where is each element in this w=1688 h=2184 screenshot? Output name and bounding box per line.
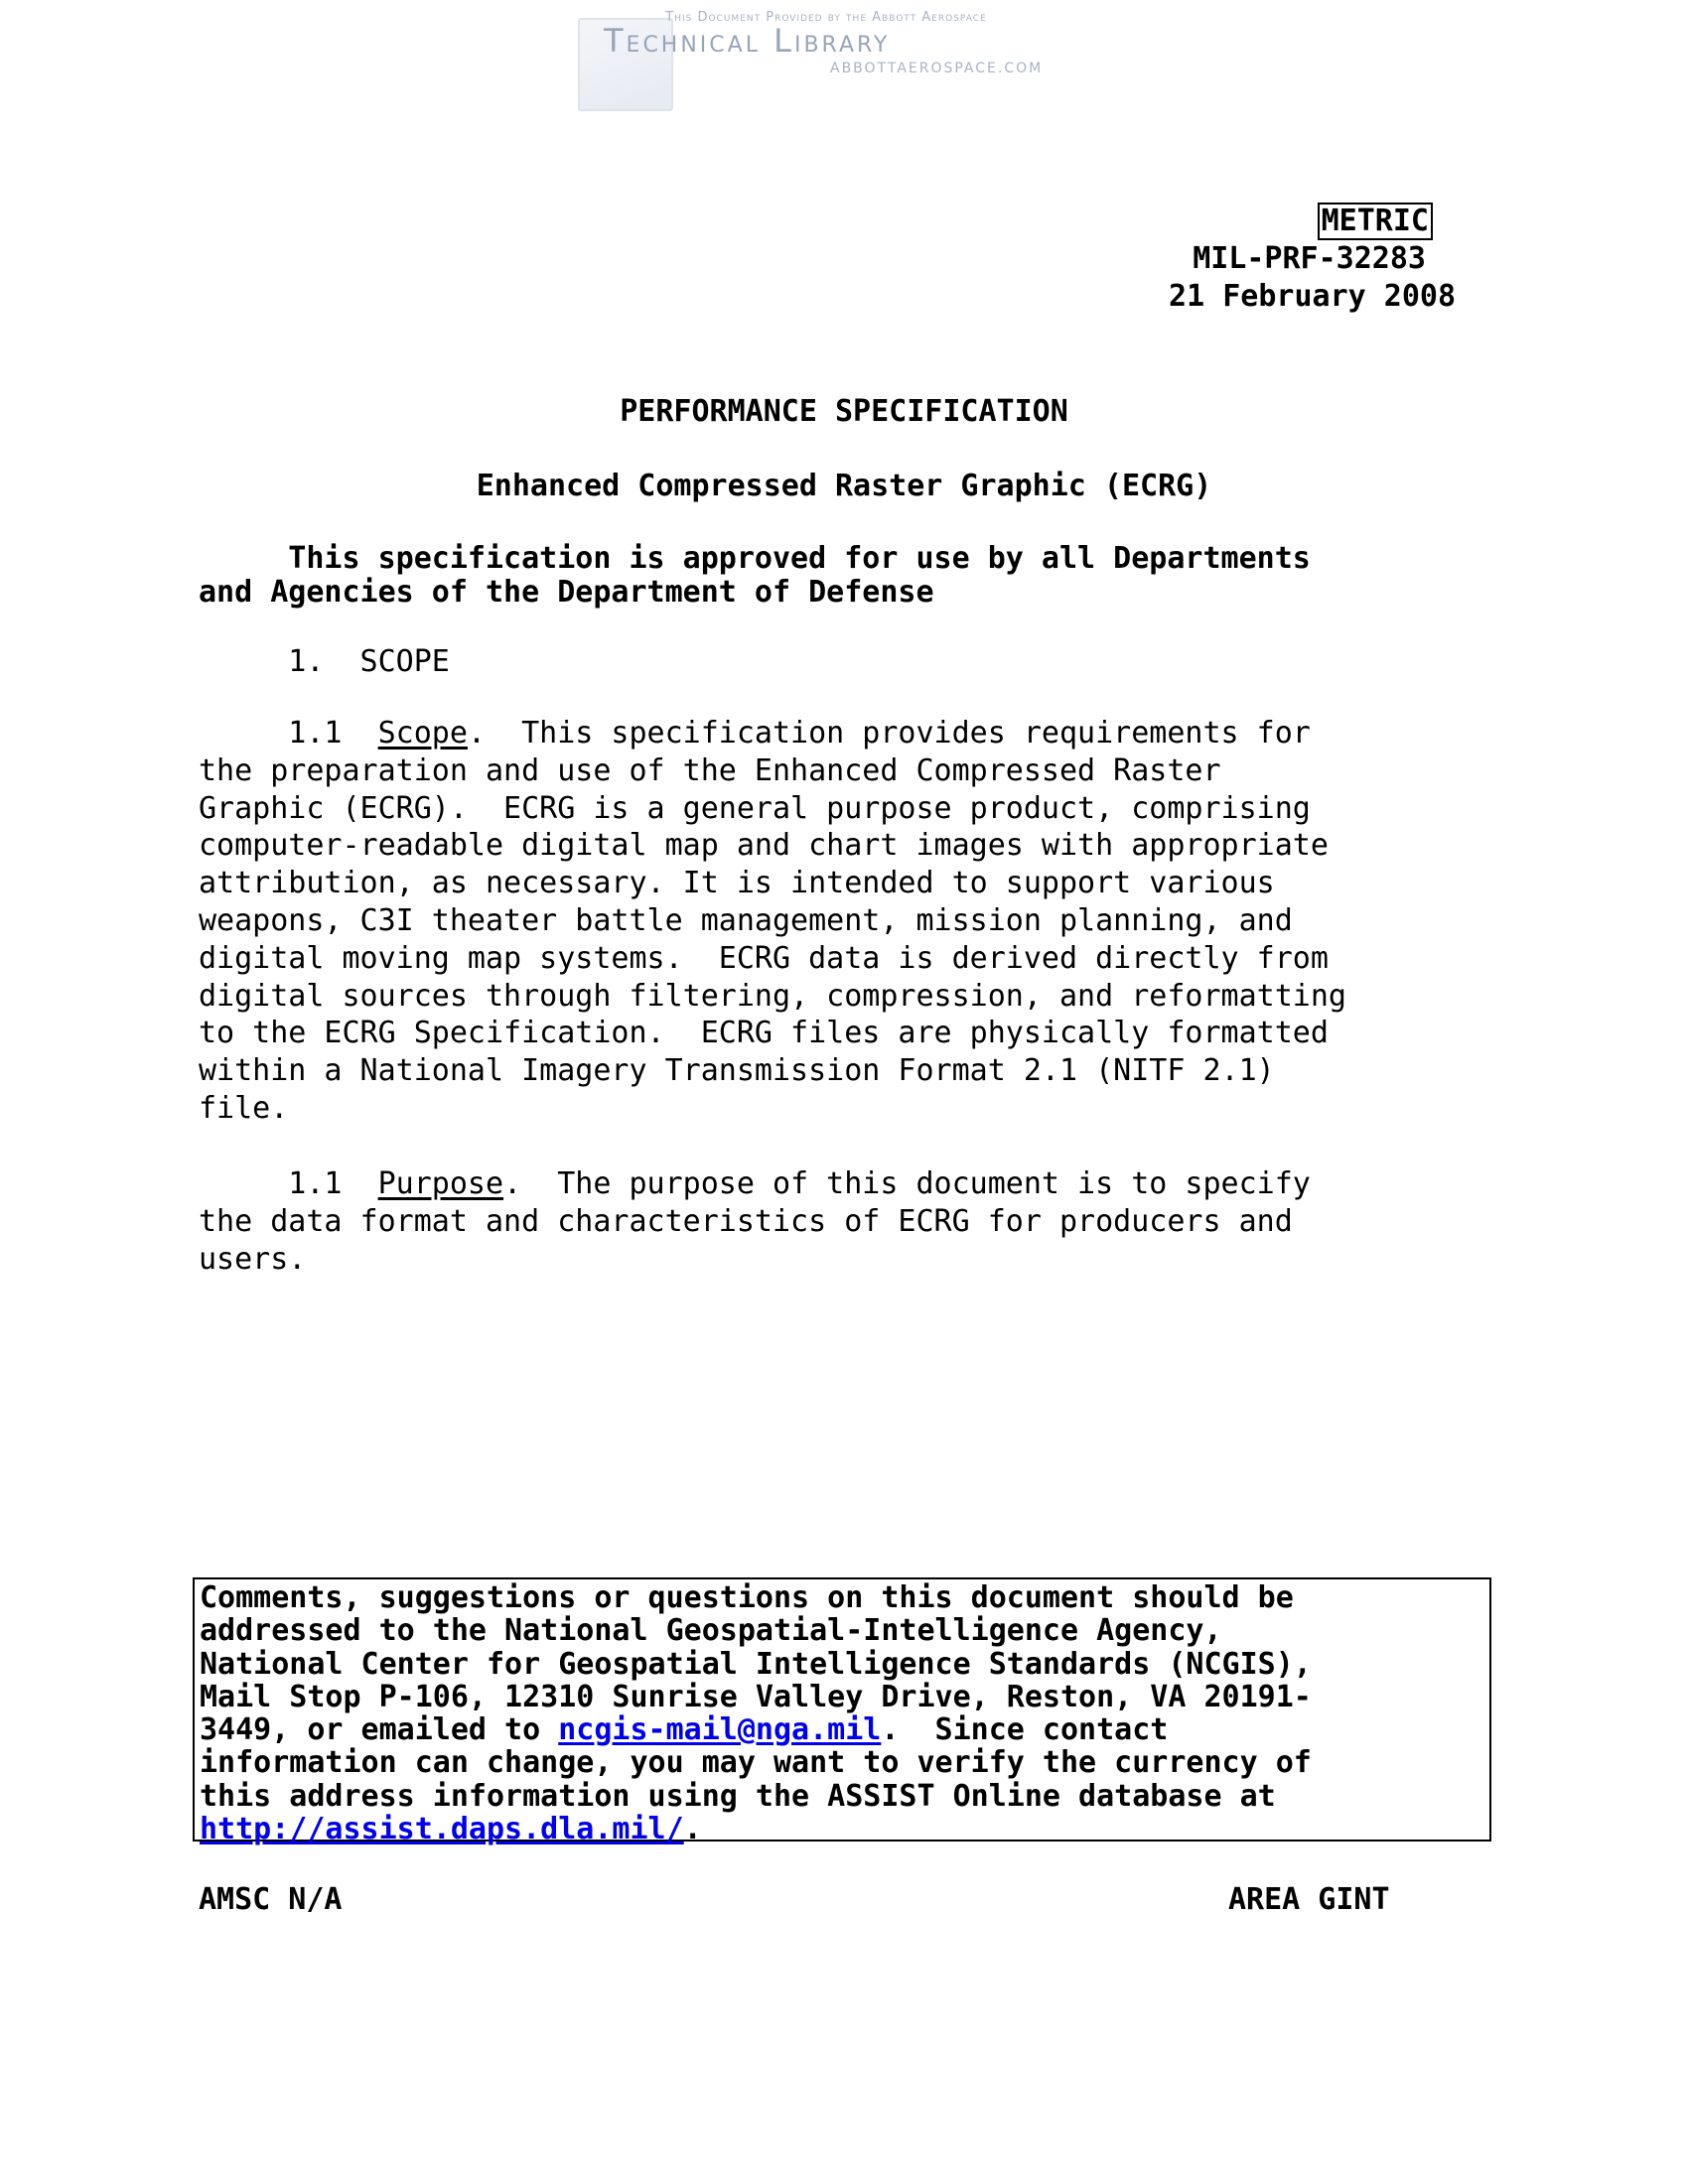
comments-line: addressed to the National Geospatial-Intelligence Agency,	[200, 1613, 1222, 1649]
spec-date: 21 February 2008	[1169, 279, 1456, 314]
paragraph-line: digital moving map systems. ECRG data is derived directly from	[199, 940, 1329, 976]
paragraph-line: weapons, C3I theater battle management, mission planning, and	[199, 902, 1293, 938]
comments-line: 3449, or emailed to	[200, 1712, 559, 1748]
document-title: Enhanced Compressed Raster Graphic (ECRG)	[476, 469, 1212, 503]
paragraph-number: 1.1	[199, 716, 378, 751]
paragraph-number: 1.1	[199, 1166, 378, 1201]
watermark-site: ABBOTTAEROSPACE.COM	[830, 61, 1044, 76]
amsc-number: AMSC N/A	[199, 1882, 343, 1917]
comments-line: .	[683, 1812, 702, 1847]
paragraph-line: digital sources through filtering, compression, and reformatting	[199, 978, 1346, 1014]
scope-paragraph	[199, 715, 1509, 1128]
paragraph-line: . The purpose of this document is to specify	[503, 1166, 1311, 1201]
assist-url-link[interactable]: http://assist.daps.dla.mil/	[200, 1812, 684, 1847]
watermark-title: Technical Library	[604, 22, 891, 60]
comments-line: Mail Stop P-106, 12310 Sunrise Valley Drive, Reston, VA 20191-	[200, 1679, 1312, 1714]
paragraph-line: Graphic (ECRG). ECRG is a general purpose product, comprising	[199, 790, 1311, 826]
email-link[interactable]: ncgis-mail@nga.mil	[558, 1712, 882, 1748]
comments-box	[193, 1577, 1491, 1847]
purpose-paragraph	[199, 1165, 1509, 1278]
paragraph-line: users.	[199, 1241, 307, 1277]
document-identification	[1169, 203, 1456, 316]
section-heading-scope: 1. SCOPE	[199, 644, 450, 679]
comments-line: this address information using the ASSIST Online database at	[200, 1778, 1276, 1814]
comments-line: National Center for Geospatial Intelligence Standards (NCGIS),	[200, 1646, 1312, 1682]
watermark-provider-line: This Document Provided by the Abbott Aerospace	[665, 10, 987, 25]
paragraph-line: the data format and characteristics of ECRG for producers and	[199, 1203, 1293, 1239]
approval-line: and Agencies of the Department of Defense	[199, 575, 934, 610]
paragraph-line: to the ECRG Specification. ECRG files are physically formatted	[199, 1016, 1329, 1051]
approval-statement	[199, 542, 1489, 610]
approval-line: This specification is approved for use by all Departments	[199, 541, 1311, 576]
paragraph-line: attribution, as necessary. It is intended to support various	[199, 866, 1275, 901]
comments-line: . Since contact	[881, 1712, 1169, 1748]
paragraph-line: the preparation and use of the Enhanced Compressed Raster	[199, 752, 1221, 788]
paragraph-title: Purpose	[377, 1166, 504, 1201]
spec-number: MIL-PRF-32283	[1193, 241, 1426, 276]
metric-label: METRIC	[1318, 203, 1433, 240]
comments-line: information can change, you may want to verify the currency of	[200, 1745, 1312, 1781]
paragraph-title: Scope	[377, 716, 468, 751]
document-type-title: PERFORMANCE SPECIFICATION	[620, 394, 1068, 429]
paragraph-line: computer-readable digital map and chart images with appropriate	[199, 828, 1329, 864]
paragraph-line: file.	[199, 1090, 289, 1126]
paragraph-line: . This specification provides requirements for	[467, 716, 1311, 751]
area-code: AREA GINT	[1228, 1882, 1390, 1917]
technical-library-watermark	[574, 4, 1090, 113]
paragraph-line: within a National Imagery Transmission Format 2.1 (NITF 2.1)	[199, 1053, 1275, 1089]
comments-line: Comments, suggestions or questions on this document should be	[200, 1580, 1294, 1615]
